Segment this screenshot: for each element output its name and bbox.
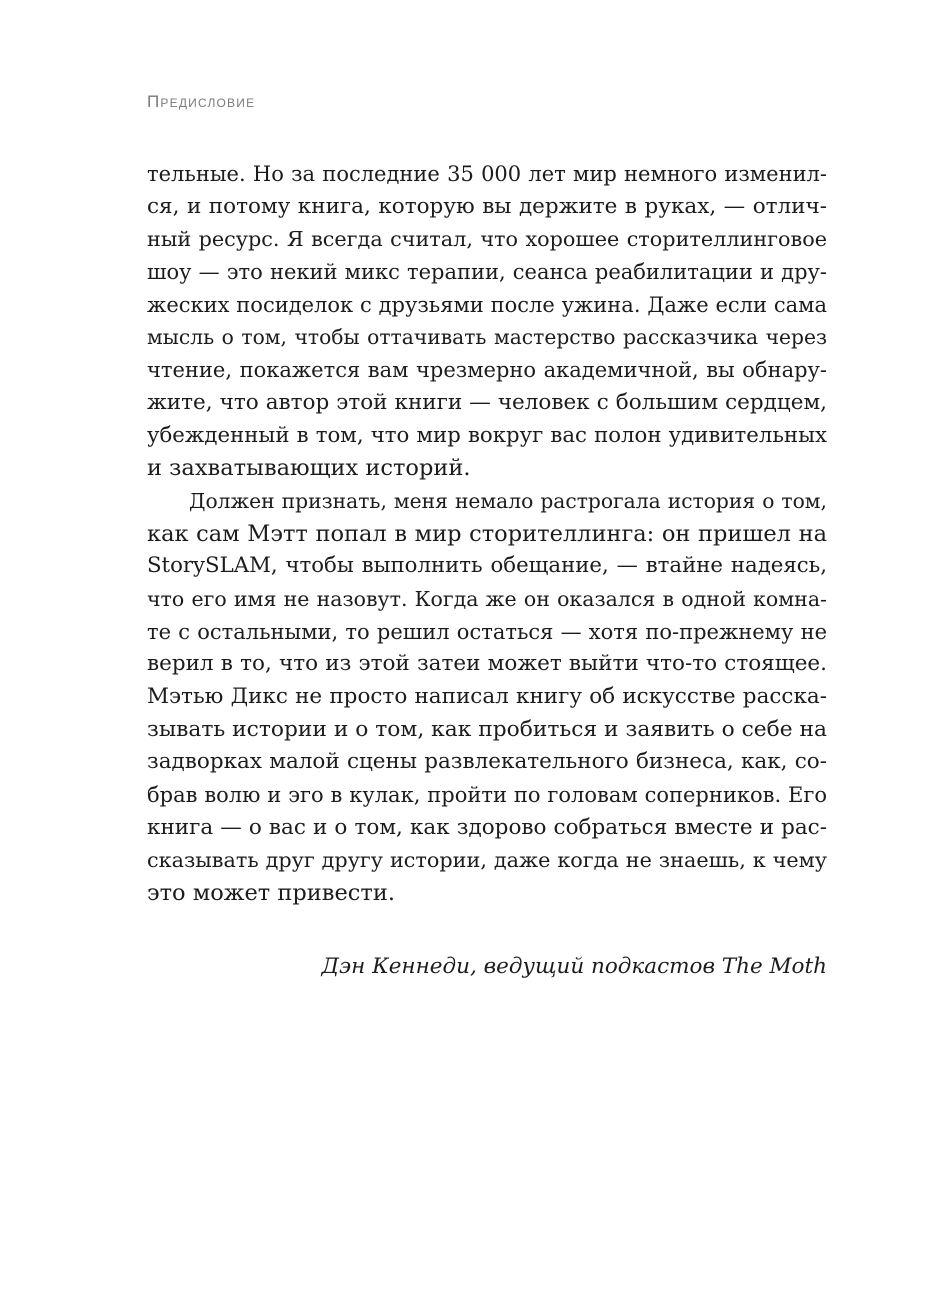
running-head: Предисловие	[147, 92, 256, 111]
body-text	[147, 158, 827, 910]
text-line: как сам Мэтт попал в мир сторителлинга: он пришел на	[147, 520, 827, 547]
text-line: Мэтью Дикс не просто написал книгу об искусстве расска-	[147, 684, 827, 709]
text-line: задворках малой сцены развлекательного бизнеса, как, со-	[147, 749, 827, 775]
text-line: жите, что автор этой книги — человек с большим сердцем,	[147, 389, 827, 415]
paragraph-1	[147, 158, 827, 485]
text-line: чтение, покажется вам чрезмерно академичной, вы обнару-	[147, 358, 827, 383]
text-line: шоу — это некий микс терапии, сеанса реабилитации и дру-	[147, 260, 827, 285]
text-line: мысль о том, чтобы оттачивать мастерство рассказчика через	[147, 325, 827, 350]
text-line: и захватывающих историй.	[147, 455, 471, 482]
text-line: сказывать друг другу истории, даже когда не знаешь, к чему	[147, 848, 827, 873]
text-line: что его имя не назовут. Когда же он оказался в одной комна-	[147, 586, 827, 611]
text-line: книга — о вас и о том, как здорово собраться вместе и рас-	[147, 814, 827, 840]
signature: Дэн Кеннеди, ведущий подкастов The Moth	[321, 954, 827, 979]
text-line: ся, и потому книга, которую вы держите в руках, — отлич-	[147, 193, 827, 219]
text-line: те с остальными, то решил остаться — хотя по-прежнему не	[147, 619, 827, 644]
text-line: убежденный в том, что мир вокруг вас полон удивительных	[147, 422, 827, 448]
text-line: Должен признать, меня немало растрогала история о том,	[189, 488, 827, 513]
text-line: ный ресурс. Я всегда считал, что хорошее сторителлинговое	[147, 227, 827, 252]
text-line: верил в то, что из этой затеи может выйти что-то стоящее.	[147, 651, 827, 677]
text-line: StorySLAM, чтобы выполнить обещание, — втайне надеясь,	[147, 553, 827, 579]
text-line: зывать истории и о том, как пробиться и заявить о себе на	[147, 716, 827, 742]
text-line: жеских посиделок с друзьями после ужина. Даже если сама	[147, 292, 827, 317]
text-line: брав волю и эго в кулак, пройти по головам соперников. Его	[147, 783, 827, 808]
text-line: это может привести.	[147, 880, 395, 907]
paragraph-2	[147, 485, 827, 910]
text-line: тельные. Но за последние 35 000 лет мир немного изменил-	[147, 162, 827, 186]
